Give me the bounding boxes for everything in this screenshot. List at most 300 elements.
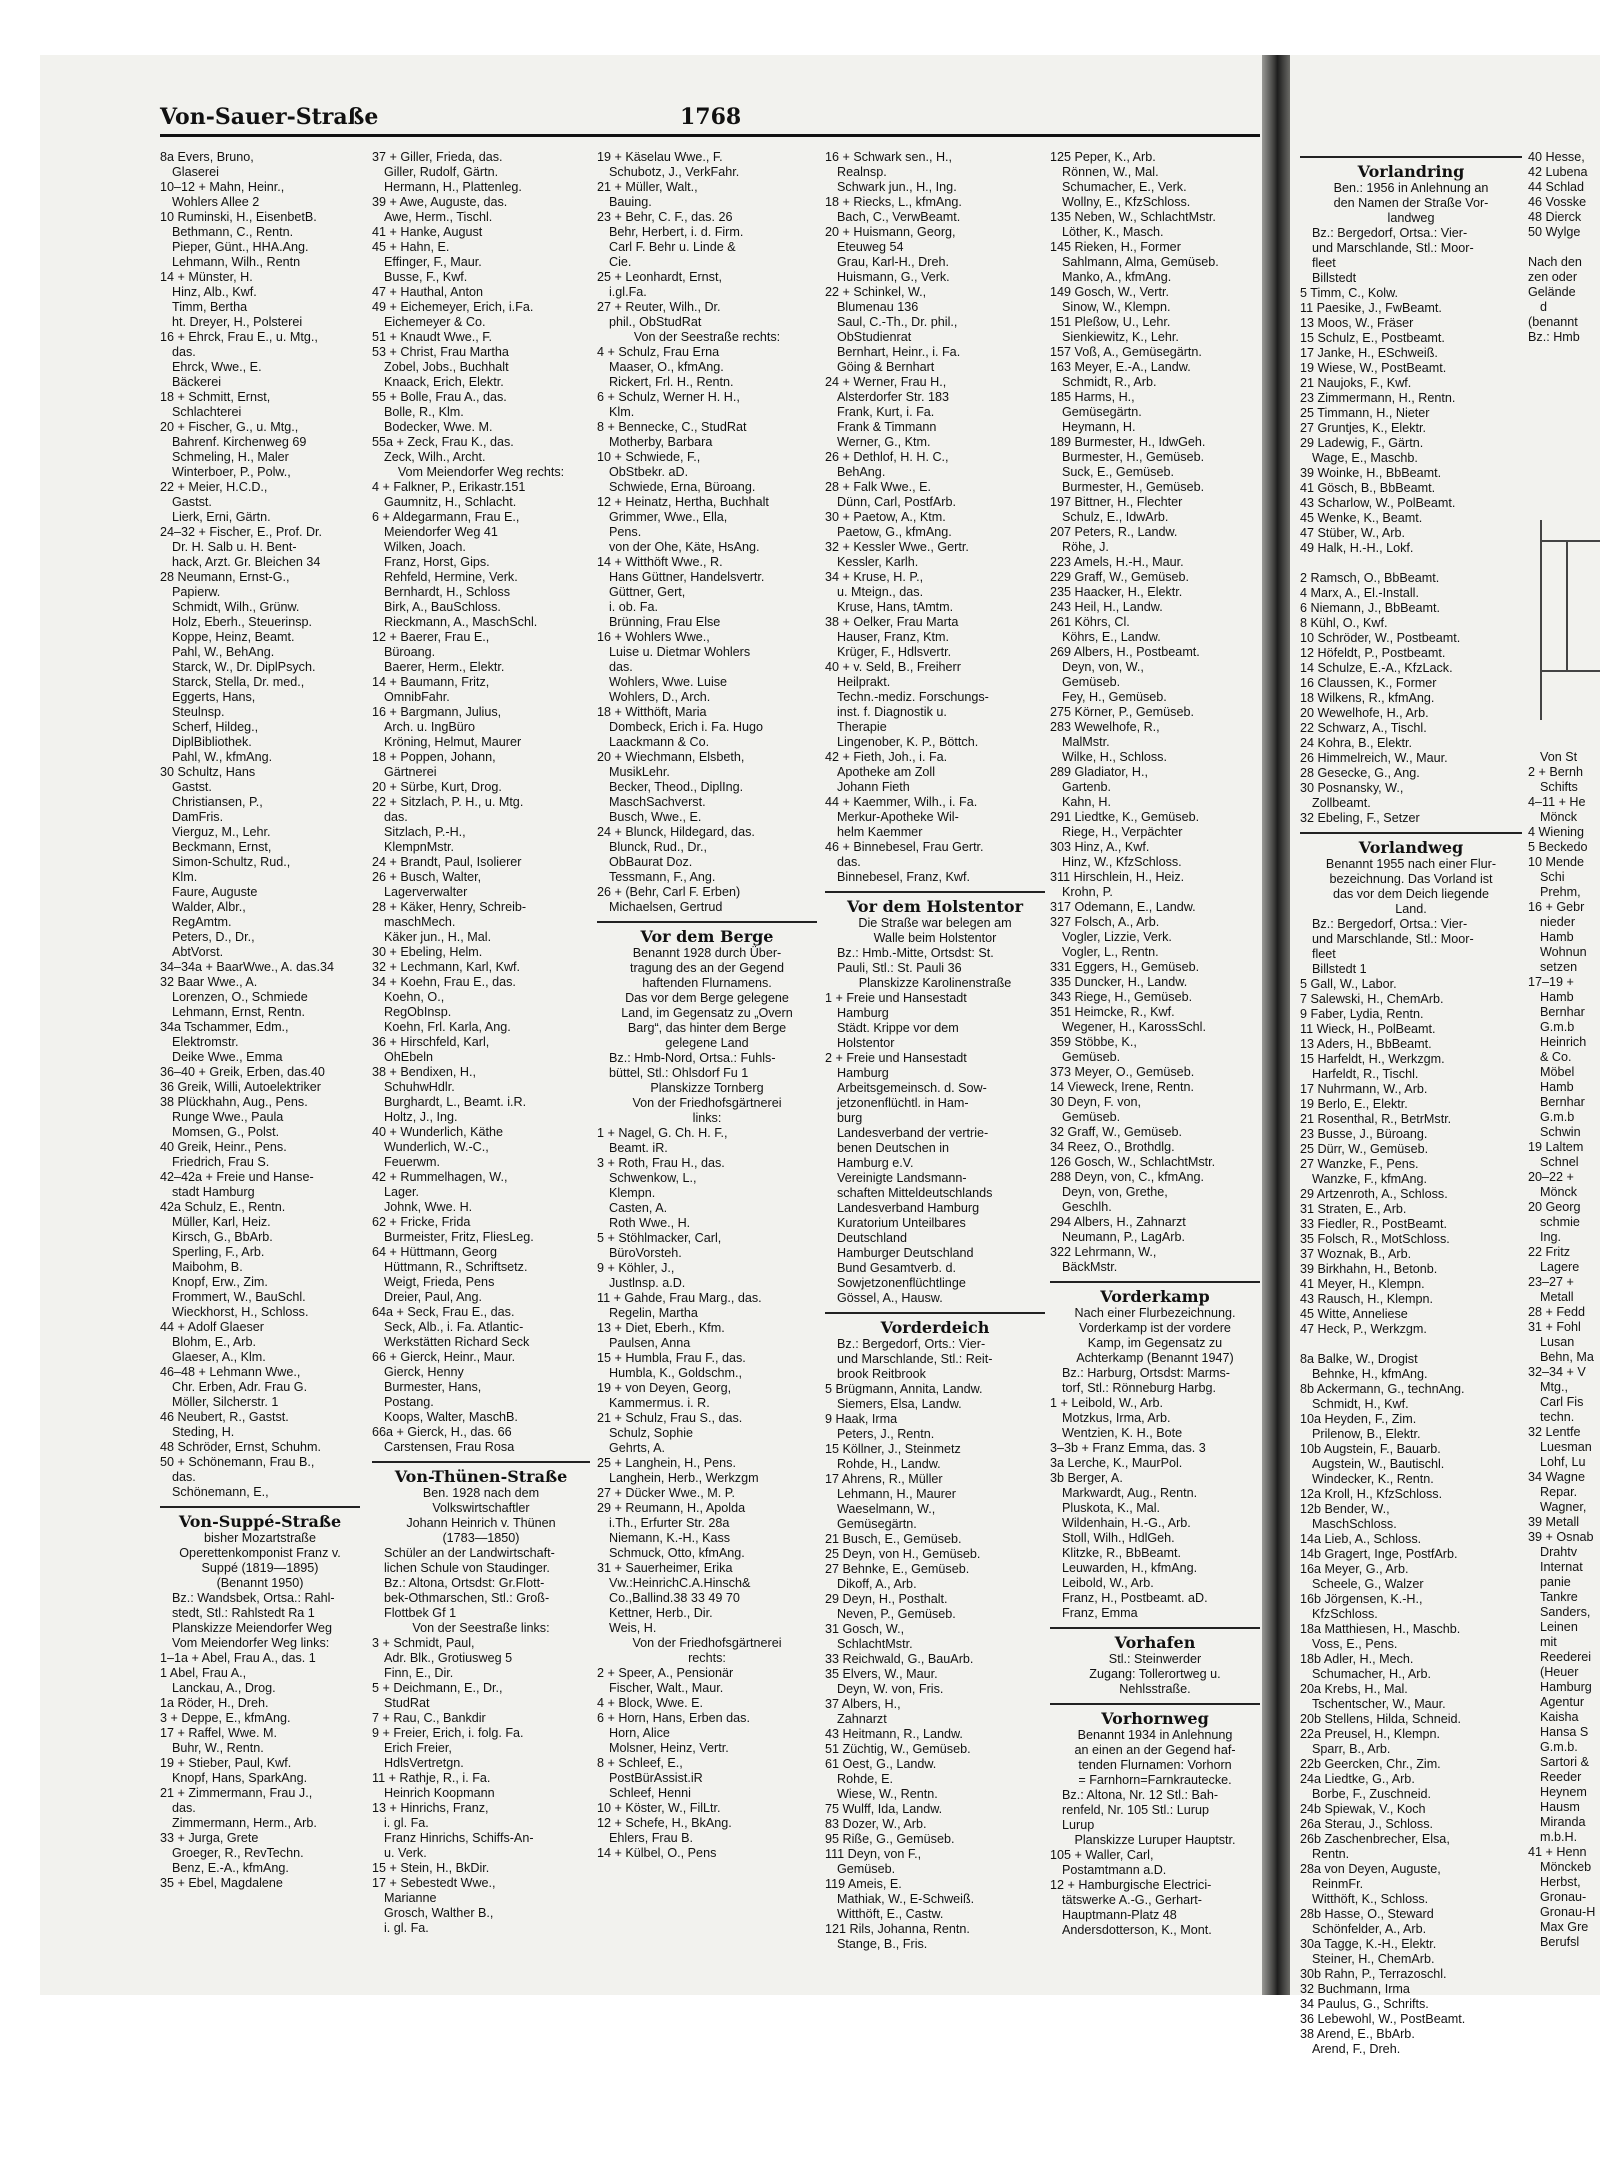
address-entry: 31 + Fohl xyxy=(1528,1320,1581,1334)
address-entry: 19 + Käselau Wwe., F. xyxy=(597,150,723,164)
address-entry: 51 + Knaudt Wwe., F. xyxy=(372,330,493,344)
address-entry: 27 Gruntjes, K., Elektr. xyxy=(1300,421,1426,435)
entry-continuation: das. xyxy=(172,345,196,359)
address-entry: 19 Laltem xyxy=(1528,1140,1584,1154)
entry-continuation: Franz, Emma xyxy=(1062,1606,1138,1620)
entry-continuation: Beckmann, Ernst, xyxy=(172,840,272,854)
entry-continuation: Pieper, Günt., HHA.Ang. xyxy=(172,240,309,254)
entry-continuation: phil., ObStudRat xyxy=(609,315,702,329)
entry-continuation: Möller, Silcherstr. 1 xyxy=(172,1395,279,1409)
entry-continuation: & Co. xyxy=(1540,1050,1572,1064)
entry-continuation: Kahn, H. xyxy=(1062,795,1112,809)
entry-continuation: Tessmann, F., Ang. xyxy=(609,870,716,884)
address-entry xyxy=(1528,405,1600,420)
street-note: = Farnhorn=Farnkrautecke. xyxy=(1078,1773,1232,1787)
address-entry: 9 Faber, Lydia, Rentn. xyxy=(1300,1007,1424,1021)
entry-continuation: Wage, E., Maschb. xyxy=(1312,451,1418,465)
entry-continuation: Max Gre xyxy=(1540,1920,1589,1934)
entry-continuation: Kuratorium Unteilbares xyxy=(837,1216,966,1230)
entry-continuation: Windecker, K., Rentn. xyxy=(1312,1472,1434,1486)
address-entry: 22 + Meier, H.C.D., xyxy=(160,480,268,494)
address-entry: zen oder xyxy=(1528,270,1578,284)
entry-continuation: mit xyxy=(1540,1635,1557,1649)
address-entry: 17–19 + xyxy=(1528,975,1574,989)
entry-continuation: Stoll, Wilh., HdlGeh. xyxy=(1062,1531,1175,1545)
address-entry: 26 + (Behr, Carl F. Erben) xyxy=(597,885,741,899)
address-entry: 23–27 + xyxy=(1528,1275,1574,1289)
entry-continuation: Deyn, W. von, Fris. xyxy=(837,1682,944,1696)
column-6 xyxy=(1300,150,1522,2057)
entry-continuation: Lurup xyxy=(1062,1818,1095,1832)
address-entry: 149 Gosch, W., Vertr. xyxy=(1050,285,1169,299)
address-entry: 37 Woznak, B., Arb. xyxy=(1300,1247,1412,1261)
address-entry: 20b Stellens, Hilda, Schneid. xyxy=(1300,1712,1462,1726)
address-entry: 8 + Schleef, E., xyxy=(597,1756,683,1770)
entry-continuation: Rickert, Frl. H., Rentn. xyxy=(609,375,734,389)
entry-continuation: Gemüseb. xyxy=(1062,675,1121,689)
entry-continuation: Johnk, Wwe. H. xyxy=(384,1200,473,1214)
address-entry: 7 Salewski, H., ChemArb. xyxy=(1300,992,1444,1006)
street-note: Suppé (1819—1895) xyxy=(201,1561,319,1575)
address-entry: 39 Metall xyxy=(1528,1515,1580,1529)
address-entry: 10 Mende xyxy=(1528,855,1585,869)
entry-continuation: Wanzke, F., kfmAng. xyxy=(1312,1172,1428,1186)
address-entry: 24 + Brandt, Paul, Isolierer xyxy=(372,855,522,869)
address-entry: 66a + Gierck, H., das. 66 xyxy=(372,1425,512,1439)
entry-continuation: Wegener, H., KarossSchl. xyxy=(1062,1020,1206,1034)
entry-continuation: Peters, D., Dr., xyxy=(172,930,255,944)
entry-continuation: Witthöft, K., Schloss. xyxy=(1312,1892,1429,1906)
entry-continuation: Mönck xyxy=(1540,810,1578,824)
address-entry: 40 + Wunderlich, Käthe xyxy=(372,1125,504,1139)
address-entry: 283 Wewelhofe, R., xyxy=(1050,720,1160,734)
entry-continuation: Finn, E., Dir. xyxy=(384,1666,454,1680)
entry-continuation: Starck, W., Dr. DiplPsych. xyxy=(172,660,316,674)
address-entry: 13 Aders, H., BbBeamt. xyxy=(1300,1037,1432,1051)
entry-continuation: Sperling, F., Arb. xyxy=(172,1245,265,1259)
entry-continuation: Burmester, H., Gemüseb. xyxy=(1062,450,1205,464)
address-entry: 373 Meyer, O., Gemüseb. xyxy=(1050,1065,1195,1079)
entry-continuation: MaschSchloss. xyxy=(1312,1517,1397,1531)
address-entry: 163 Meyer, E.-A., Landw. xyxy=(1050,360,1191,374)
address-entry: 10–12 + Mahn, Heinr., xyxy=(160,180,285,194)
entry-continuation: Schwark jun., H., Ing. xyxy=(837,180,957,194)
entry-continuation: Schmidt, R., Arb. xyxy=(1062,375,1157,389)
entry-continuation: Landesverband der vertrie- xyxy=(837,1126,989,1140)
entry-continuation: Baerer, Herm., Elektr. xyxy=(384,660,505,674)
entry-continuation: i.gl.Fa. xyxy=(609,285,647,299)
street-heading: Vorlandring xyxy=(1300,156,1522,179)
entry-continuation: Pauli, Stl.: St. Pauli 36 xyxy=(837,961,962,975)
address-entry: 126 Gosch, W., SchlachtMstr. xyxy=(1050,1155,1216,1169)
address-entry: 359 Stöbbe, K., xyxy=(1050,1035,1137,1049)
entry-continuation: Langhein, Herb., Werkzgm xyxy=(609,1471,759,1485)
entry-continuation: Waeselmann, W., xyxy=(837,1502,936,1516)
address-entry: 16 + Schwark sen., H., xyxy=(825,150,953,164)
address-entry: 32 + Lechmann, Karl, Kwf. xyxy=(372,960,521,974)
entry-continuation: Bz.: Hmb.-Mitte, Ortsdst: St. xyxy=(837,946,994,960)
entry-continuation: Suck, E., Gemüseb. xyxy=(1062,465,1174,479)
entry-continuation: Pens. xyxy=(609,525,642,539)
street-note: Kamp, im Gegensatz zu xyxy=(1087,1336,1223,1350)
address-entry: 27 + Dücker Wwe., M. P. xyxy=(597,1486,735,1500)
address-entry: 11 Paesike, J., FwBeamt. xyxy=(1300,301,1442,315)
entry-continuation: Gartenb. xyxy=(1062,780,1112,794)
entry-continuation: Möbel xyxy=(1540,1065,1575,1079)
entry-continuation: Humbla, K., Goldschm., xyxy=(609,1366,742,1380)
entry-continuation: Koops, Walter, MaschB. xyxy=(384,1410,518,1424)
entry-continuation: Werner, G., Ktm. xyxy=(837,435,931,449)
address-entry: 55a + Zeck, Frau K., das. xyxy=(372,435,514,449)
entry-continuation: Steding, H. xyxy=(172,1425,235,1439)
address-entry: 26b Zaschenbrecher, Elsa, xyxy=(1300,1832,1450,1846)
address-entry: 18 Wilkens, R., kfmAng. xyxy=(1300,691,1435,705)
entry-continuation: Friedrich, Frau S. xyxy=(172,1155,270,1169)
address-entry: 4 + Block, Wwe. E. xyxy=(597,1696,704,1710)
entry-continuation: OmnibFahr. xyxy=(384,690,450,704)
address-entry: 23 + Behr, C. F., das. 26 xyxy=(597,210,733,224)
address-entry: 36–40 + Greik, Erben, das.40 xyxy=(160,1065,325,1079)
entry-continuation: Peters, J., Rentn. xyxy=(837,1427,935,1441)
street-note: Vom Meiendorfer Weg rechts: xyxy=(397,465,565,479)
entry-continuation: Bolle, R., Klm. xyxy=(384,405,464,419)
entry-continuation: Burmester, Hans, xyxy=(384,1380,482,1394)
entry-continuation: stadt Hamburg xyxy=(172,1185,255,1199)
entry-continuation: büttel, Stl.: Ohlsdorf Fu 1 xyxy=(609,1066,749,1080)
address-entry: 64 + Hüttmann, Georg xyxy=(372,1245,497,1259)
address-entry: 38 + Bendixen, H., xyxy=(372,1065,476,1079)
address-entry: 26 Himmelreich, W., Maur. xyxy=(1300,751,1448,765)
entry-continuation: Bz.: Bergedorf, Ortsa.: Vier- xyxy=(1312,226,1468,240)
entry-continuation: Heilprakt. xyxy=(837,675,891,689)
entry-continuation: Rönnen, W., Mal. xyxy=(1062,165,1159,179)
entry-continuation: Schulz, E., IdwArb. xyxy=(1062,510,1169,524)
address-entry: 29 Artzenroth, A., Schloss. xyxy=(1300,1187,1448,1201)
address-entry: 32 Ebeling, F., Setzer xyxy=(1300,811,1420,825)
entry-continuation: setzen xyxy=(1540,960,1578,974)
entry-continuation: Luise u. Dietmar Wohlers xyxy=(609,645,751,659)
entry-continuation: Prilenow, B., Elektr. xyxy=(1312,1427,1421,1441)
entry-continuation: Becker, Theod., DiplIng. xyxy=(609,780,744,794)
entry-continuation: Carl F. Behr u. Linde & xyxy=(609,240,736,254)
address-entry: 229 Graff, W., Gemüseb. xyxy=(1050,570,1190,584)
address-entry: 29 + Reumann, H., Apolda xyxy=(597,1501,746,1515)
address-entry xyxy=(1528,360,1600,375)
address-entry: 24b Spiewak, V., Koch xyxy=(1300,1802,1426,1816)
entry-continuation: Müller, Karl, Heiz. xyxy=(172,1215,271,1229)
entry-continuation: Pahl, W., BehAng. xyxy=(172,645,275,659)
address-entry: 3–3b + Franz Emma, das. 3 xyxy=(1050,1441,1206,1455)
entry-continuation: Horn, Alice xyxy=(609,1726,670,1740)
column-7-cropped xyxy=(1528,150,1600,1950)
address-entry: 18b Adler, H., Mech. xyxy=(1300,1652,1414,1666)
address-entry: 32 Buchmann, Irma xyxy=(1300,1982,1410,1996)
address-entry: 4 + Falkner, P., Erikastr.151 xyxy=(372,480,526,494)
entry-continuation: Schulz, Sophie xyxy=(609,1426,694,1440)
entry-continuation: HdlsVertretgn. xyxy=(384,1756,464,1770)
address-entry: 31 + Sauerheimer, Erika xyxy=(597,1561,733,1575)
address-entry: 9 + Köhler, J., xyxy=(597,1261,675,1275)
entry-continuation: Runge Wwe., Paula xyxy=(172,1110,284,1124)
entry-continuation: Weigt, Frieda, Pens xyxy=(384,1275,495,1289)
entry-continuation: Koehn, O., xyxy=(384,990,445,1004)
address-entry: 197 Bittner, H., Flechter xyxy=(1050,495,1183,509)
entry-continuation: Pahl, W., kfmAng. xyxy=(172,750,273,764)
entry-continuation: Krohn, P. xyxy=(1062,885,1113,899)
entry-continuation: Schmeling, H., Maler xyxy=(172,450,289,464)
entry-continuation: Bahrenf. Kirchenweg 69 xyxy=(172,435,307,449)
entry-continuation: Franz Hinrichs, Schiffs-An- xyxy=(384,1831,534,1845)
entry-continuation: Adr. Blk., Grotiusweg 5 xyxy=(384,1651,513,1665)
entry-continuation: i. ob. Fa. xyxy=(609,600,658,614)
entry-continuation: und Marschlande, Stl.: Moor- xyxy=(1312,932,1474,946)
address-entry: 8a Balke, W., Drogist xyxy=(1300,1352,1418,1366)
entry-continuation: torf, Stl.: Rönneburg Harbg. xyxy=(1062,1381,1217,1395)
address-entry: 32 + Kessler Wwe., Gertr. xyxy=(825,540,969,554)
entry-continuation: Glaserei xyxy=(172,165,219,179)
entry-continuation: Sinow, W., Klempn. xyxy=(1062,300,1171,314)
address-entry: 25 + Langhein, H., Pens. xyxy=(597,1456,736,1470)
address-entry: 14a Lieb, A., Schloss. xyxy=(1300,1532,1422,1546)
address-entry: 322 Lehrmann, W., xyxy=(1050,1245,1157,1259)
address-entry: 235 Haacker, H., Elektr. xyxy=(1050,585,1183,599)
entry-continuation: Glaeser, A., Klm. xyxy=(172,1350,266,1364)
entry-continuation: Molsner, Heinz, Vertr. xyxy=(609,1741,729,1755)
address-entry: 45 Witte, Anneliese xyxy=(1300,1307,1408,1321)
address-entry: 9 Haak, Irma xyxy=(825,1412,898,1426)
entry-continuation: u. Mteign., das. xyxy=(837,585,924,599)
entry-continuation: Papierw. xyxy=(172,585,221,599)
street-note: Von der Friedhofsgärtnerei xyxy=(632,1636,782,1650)
entry-continuation: Vogler, Lizzie, Verk. xyxy=(1062,930,1172,944)
entry-continuation: Dr. H. Salb u. H. Bent- xyxy=(172,540,297,554)
address-entry: 24–32 + Fischer, E., Prof. Dr. xyxy=(160,525,323,539)
entry-continuation: panie xyxy=(1540,1575,1571,1589)
address-entry: 19 + Stieber, Paul, Kwf. xyxy=(160,1756,292,1770)
entry-continuation: fleet xyxy=(1312,947,1336,961)
entry-continuation: MalMstr. xyxy=(1062,735,1110,749)
address-entry: 8 + Bennecke, C., StudRat xyxy=(597,420,747,434)
entry-continuation: DiplBibliothek. xyxy=(172,735,252,749)
entry-continuation: das. xyxy=(609,660,633,674)
entry-continuation: Pluskota, K., Mal. xyxy=(1062,1501,1160,1515)
street-note: Von der Seestraße rechts: xyxy=(633,330,781,344)
entry-continuation: Vw.:HeinrichC.A.Hinsch& xyxy=(609,1576,751,1590)
entry-continuation: Wentzien, K. H., Bote xyxy=(1062,1426,1183,1440)
entry-continuation: Burmester, H., Gemüseb. xyxy=(1062,480,1205,494)
entry-continuation: Marianne xyxy=(384,1891,437,1905)
entry-continuation: burg xyxy=(837,1111,863,1125)
entry-continuation: Michaelsen, Gertrud xyxy=(609,900,723,914)
address-entry: 40 Hesse, xyxy=(1528,150,1585,164)
entry-continuation: Erich Freier, xyxy=(384,1741,452,1755)
entry-continuation: Fey, H., Gemüseb. xyxy=(1062,690,1167,704)
entry-continuation: Bernhar xyxy=(1540,1095,1585,1109)
address-entry: 17 Ahrens, R., Müller xyxy=(825,1472,943,1486)
entry-continuation: Benz, E.-A., kfmAng. xyxy=(172,1861,289,1875)
entry-continuation: Stange, B., Fris. xyxy=(837,1937,928,1951)
address-entry: 145 Rieken, H., Former xyxy=(1050,240,1181,254)
entry-continuation: Von St xyxy=(1540,750,1578,764)
address-entry: 10a Heyden, F., Zim. xyxy=(1300,1412,1417,1426)
address-entry: 39 Birkhahn, H., Betonb. xyxy=(1300,1262,1438,1276)
address-entry: 22a Preusel, H., Klempn. xyxy=(1300,1727,1441,1741)
entry-continuation: Deutschland xyxy=(837,1231,908,1245)
address-entry: 5 Timm, C., Kolw. xyxy=(1300,286,1398,300)
address-entry: 135 Neben, W., SchlachtMstr. xyxy=(1050,210,1216,224)
entry-continuation: Schumacher, H., Arb. xyxy=(1312,1667,1431,1681)
entry-continuation: Hamburg xyxy=(837,1006,889,1020)
entry-continuation: Reeder xyxy=(1540,1770,1582,1784)
entry-continuation: Maaser, O., kfmAng. xyxy=(609,360,724,374)
entry-continuation: Justlnsp. a.D. xyxy=(609,1276,686,1290)
entry-continuation: ObBaurat Doz. xyxy=(609,855,693,869)
entry-continuation: Schleef, Henni xyxy=(609,1786,691,1800)
entry-continuation: Eteuweg 54 xyxy=(837,240,904,254)
entry-continuation: Tschentscher, W., Maur. xyxy=(1312,1697,1446,1711)
address-entry: 5 + Stöhlmacker, Carl, xyxy=(597,1231,722,1245)
entry-continuation: maschMech. xyxy=(384,915,456,929)
address-entry: 14 + Witthöft Wwe., R. xyxy=(597,555,723,569)
street-note: Achterkamp (Benannt 1947) xyxy=(1076,1351,1234,1365)
address-entry: 37 Albers, H., xyxy=(825,1697,901,1711)
entry-continuation: Billstedt xyxy=(1312,271,1357,285)
address-entry: 34 + Kruse, H. P., xyxy=(825,570,924,584)
address-entry: 42a Schulz, E., Rentn. xyxy=(160,1200,286,1214)
address-entry: 48 Schröder, Ernst, Schuhm. xyxy=(160,1440,322,1454)
entry-continuation: Dünn, Carl, PostfArb. xyxy=(837,495,956,509)
entry-continuation: Arch. u. IngBüro xyxy=(384,720,476,734)
entry-continuation: Gronau- xyxy=(1540,1890,1587,1904)
entry-continuation: Zobel, Jobs., Buchhalt xyxy=(384,360,509,374)
entry-continuation: stedt, Stl.: Rahlstedt Ra 1 xyxy=(172,1606,315,1620)
entry-continuation: Alsterdorfer Str. 183 xyxy=(837,390,949,404)
entry-continuation: i.Th., Erfurter Str. 28a xyxy=(609,1516,730,1530)
address-entry: 111 Deyn, von F., xyxy=(825,1847,922,1861)
address-entry: 15 + Stein, H., BkDir. xyxy=(372,1861,490,1875)
entry-continuation: m.b.H. xyxy=(1540,1830,1578,1844)
address-entry: 32 Baar Wwe., A. xyxy=(160,975,258,989)
entry-continuation: d xyxy=(1540,300,1548,314)
entry-continuation: Schubotz, J., VerkFahr. xyxy=(609,165,740,179)
address-entry: 66 + Gierck, Heinr., Maur. xyxy=(372,1350,516,1364)
street-note: Das vor dem Berge gelegene xyxy=(625,991,789,1005)
address-entry: 16b Jörgensen, K.-H., xyxy=(1300,1592,1423,1606)
entry-continuation: Maibohm, B. xyxy=(172,1260,243,1274)
address-entry: 289 Gladiator, H., xyxy=(1050,765,1149,779)
address-entry: 41 Meyer, H., Klempn. xyxy=(1300,1277,1425,1291)
entry-continuation: Lusan xyxy=(1540,1335,1575,1349)
entry-continuation: Lierk, Erni, Gärtn. xyxy=(172,510,271,524)
address-entry: 25 Deyn, von H., Gemüseb. xyxy=(825,1547,981,1561)
entry-continuation: (Heuer xyxy=(1540,1665,1579,1679)
address-entry: 62 + Fricke, Frida xyxy=(372,1215,471,1229)
address-entry: Gelände xyxy=(1528,285,1576,299)
entry-continuation: Kaisha xyxy=(1540,1710,1579,1724)
entry-continuation: Wilken, Joach. xyxy=(384,540,466,554)
address-entry: 25 Timmann, H., Nieter xyxy=(1300,406,1430,420)
page-number: 1768 xyxy=(680,104,742,130)
address-entry: 46–48 + Lehmann Wwe., xyxy=(160,1365,301,1379)
entry-continuation: Hauser, Franz, Ktm. xyxy=(837,630,949,644)
address-entry: 16 + Bargmann, Julius, xyxy=(372,705,502,719)
entry-continuation: Lagere xyxy=(1540,1260,1580,1274)
entry-continuation: Mönckeb xyxy=(1540,1860,1592,1874)
street-note: landweg xyxy=(1387,211,1435,225)
address-entry: 288 Deyn, von, C., kfmAng. xyxy=(1050,1170,1204,1184)
book-gutter xyxy=(1262,55,1290,1995)
entry-continuation: Buhr, W., Rentn. xyxy=(172,1741,264,1755)
entry-continuation: Schi xyxy=(1540,870,1565,884)
address-entry: (benannt xyxy=(1528,315,1578,329)
entry-continuation: Krüger, F., Hdlsvertr. xyxy=(837,645,952,659)
address-entry: 41 + Hanke, August xyxy=(372,225,483,239)
address-entry: 1 + Leibold, W., Arb. xyxy=(1050,1396,1164,1410)
entry-continuation: Steiner, H., ChemArb. xyxy=(1312,1952,1435,1966)
entry-continuation: und Marschlande, Stl.: Reit- xyxy=(837,1352,993,1366)
entry-continuation: PostBürAssist.iR xyxy=(609,1771,703,1785)
entry-continuation: Schmuck, Otto, kfmAng. xyxy=(609,1546,745,1560)
address-entry: 30a Tagge, K.-H., Elektr. xyxy=(1300,1937,1437,1951)
address-entry: 37 + Giller, Frieda, das. xyxy=(372,150,503,164)
entry-continuation: Schwin xyxy=(1540,1125,1581,1139)
address-entry xyxy=(1528,240,1600,255)
entry-continuation: Ing. xyxy=(1540,1230,1562,1244)
address-entry: 49 + Eichemeyer, Erich, i.Fa. xyxy=(372,300,534,314)
entry-continuation: Göing & Bernhart xyxy=(837,360,935,374)
address-entry: 19 Wiese, W., PostBeamt. xyxy=(1300,361,1447,375)
entry-continuation: Grau, Karl-H., Dreh. xyxy=(837,255,949,269)
address-entry: 16 Claussen, K., Former xyxy=(1300,676,1437,690)
entry-continuation: Schumacher, E., Verk. xyxy=(1062,180,1187,194)
entry-continuation: renfeld, Nr. 105 Stl.: Lurup xyxy=(1062,1803,1210,1817)
address-entry: 34 + Koehn, Frau E., das. xyxy=(372,975,516,989)
street-note: Operettenkomponist Franz v. xyxy=(179,1546,341,1560)
address-entry: 243 Heil, H., Landw. xyxy=(1050,600,1163,614)
entry-continuation: Niemann, K.-H., Kass xyxy=(609,1531,731,1545)
entry-continuation: Planskizze Meiendorfer Weg xyxy=(172,1621,333,1635)
address-entry: 32 Graff, W., Gemüseb. xyxy=(1050,1125,1183,1139)
street-note: Land. xyxy=(1395,902,1427,916)
address-entry: 61 Oest, G., Landw. xyxy=(825,1757,937,1771)
entry-continuation: KfzSchloss. xyxy=(1312,1607,1378,1621)
address-entry: 50 Wylge xyxy=(1528,225,1581,239)
address-entry: 14 + Külbel, O., Pens xyxy=(597,1846,717,1860)
street-note: bisher Mozartstraße xyxy=(204,1531,316,1545)
address-entry: 291 Liedtke, K., Gemüseb. xyxy=(1050,810,1200,824)
address-entry: 19 Berlo, E., Elektr. xyxy=(1300,1097,1408,1111)
entry-continuation: Hamb xyxy=(1540,1080,1574,1094)
entry-continuation: Luesman xyxy=(1540,1440,1592,1454)
address-entry: 47 Stüber, W., Arb. xyxy=(1300,526,1406,540)
address-entry: 29 Ladewig, F., Gärtn. xyxy=(1300,436,1424,450)
entry-continuation: techn. xyxy=(1540,1410,1575,1424)
entry-continuation: Gärtnerei xyxy=(384,765,437,779)
entry-continuation: Klm. xyxy=(609,405,635,419)
entry-continuation: MusikLehr. xyxy=(609,765,670,779)
entry-continuation: Klitzke, R., BbBeamt. xyxy=(1062,1546,1181,1560)
address-entry: 50 + Schönemann, Frau B., xyxy=(160,1455,315,1469)
entry-continuation: Gemüseb. xyxy=(1062,1050,1121,1064)
street-note: gelegene Land xyxy=(665,1036,749,1050)
street-note: Benannt 1934 in Anlehnung xyxy=(1077,1728,1233,1742)
address-entry: 31 Straten, E., Arb. xyxy=(1300,1202,1407,1216)
street-note: tenden Flurnamen: Vorhorn xyxy=(1078,1758,1232,1772)
address-entry: 2 Ramsch, O., BbBeamt. xyxy=(1300,571,1440,585)
entry-continuation: Dreier, Paul, Ang. xyxy=(384,1290,483,1304)
address-entry: 40 + v. Seld, B., Freiherr xyxy=(825,660,961,674)
street-heading: Vorhafen xyxy=(1050,1627,1260,1650)
